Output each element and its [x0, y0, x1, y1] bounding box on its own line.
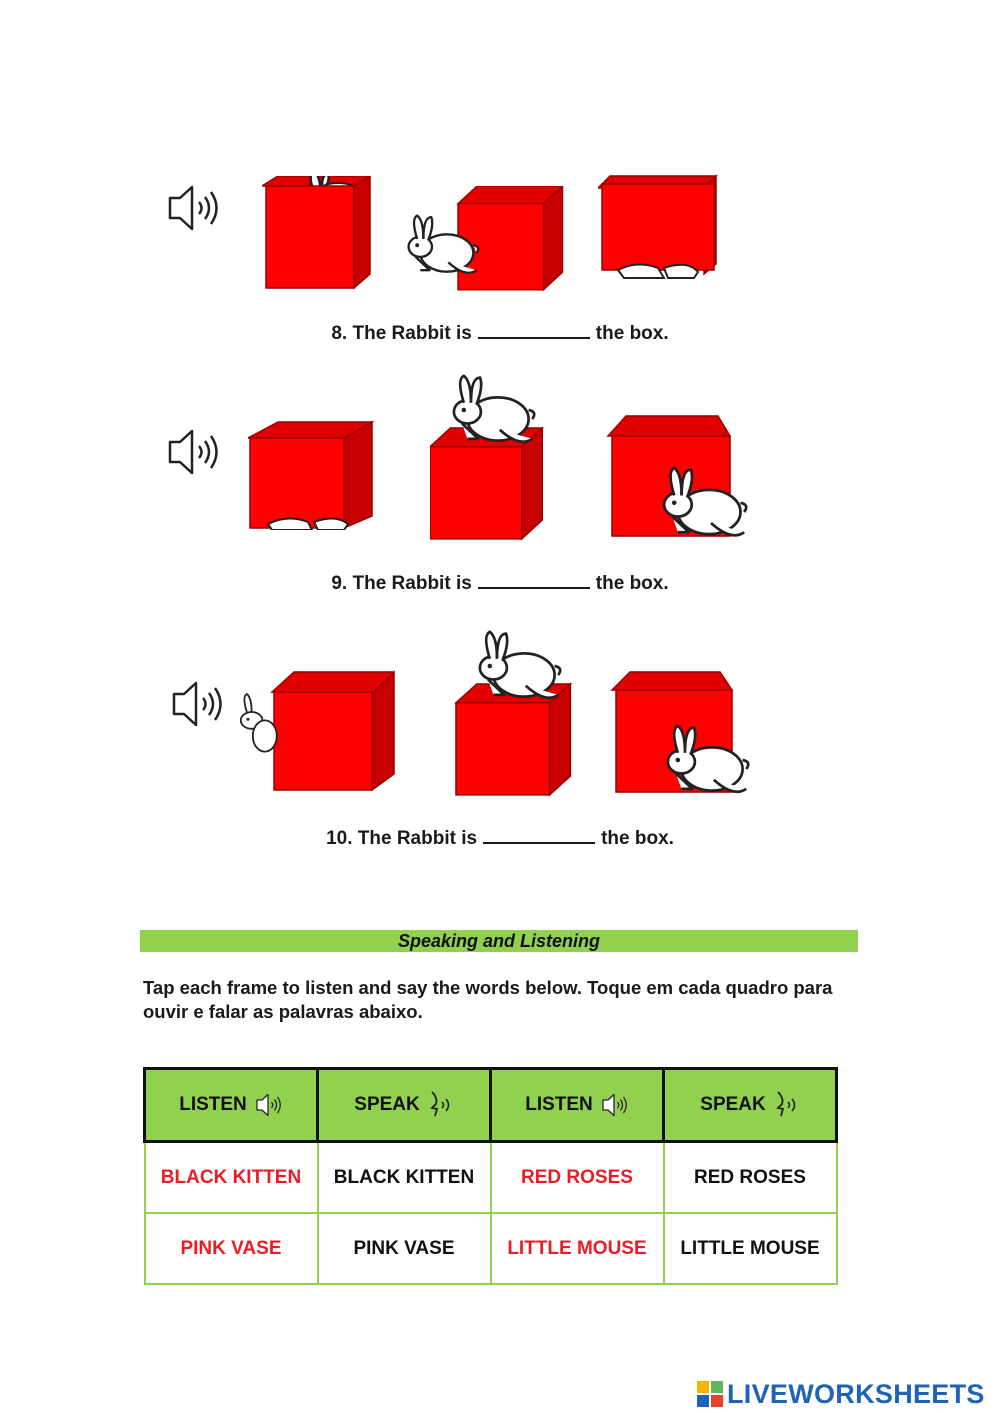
audio-speaker-icon-q9[interactable]: [166, 426, 222, 478]
rabbit-under-box-image: [598, 174, 724, 280]
rabbit-under-box-image: [248, 420, 378, 530]
listen-word-cell[interactable]: PINK VASE: [145, 1213, 318, 1284]
question-9: 9. The Rabbit is the box.: [331, 573, 669, 594]
listen-word-cell[interactable]: RED ROSES: [491, 1142, 664, 1214]
speaking-head-icon: [774, 1090, 800, 1120]
rabbit-in-front-of-box-image: [606, 414, 756, 548]
listen-header-1[interactable]: LISTEN: [145, 1069, 318, 1142]
question-10: 10. The Rabbit is the box.: [326, 828, 674, 849]
listen-header-2[interactable]: LISTEN: [491, 1069, 664, 1142]
question-8: 8. The Rabbit is the box.: [331, 323, 669, 344]
table-row: [145, 1142, 837, 1214]
answer-blank-10[interactable]: [483, 828, 595, 844]
rabbit-in-front-of-box-image: [610, 670, 756, 804]
audio-speaker-icon-q10[interactable]: [170, 678, 226, 730]
answer-blank-8[interactable]: [478, 323, 590, 339]
rabbit-in-box-image: [262, 176, 382, 292]
rabbit-behind-box-image: [398, 186, 568, 292]
speaking-head-icon: [428, 1090, 454, 1120]
speak-word-cell[interactable]: BLACK KITTEN: [318, 1142, 491, 1214]
speak-header-1[interactable]: SPEAK: [318, 1069, 491, 1142]
speaker-icon: [601, 1092, 629, 1118]
words-table: [143, 1067, 838, 1285]
listen-word-cell[interactable]: BLACK KITTEN: [145, 1142, 318, 1214]
section-title: Speaking and Listening: [140, 930, 858, 952]
speak-word-cell[interactable]: LITTLE MOUSE: [664, 1213, 837, 1284]
speak-word-cell[interactable]: PINK VASE: [318, 1213, 491, 1284]
table-row: [145, 1213, 837, 1284]
liveworksheets-logo-icon: [697, 1381, 723, 1407]
rabbit-on-box-image: [430, 374, 550, 542]
table-header-row: [145, 1069, 837, 1142]
brand-name: LIVEWORKSHEETS: [727, 1378, 985, 1409]
instructions-text: Tap each frame to listen and say the words below. Toque em cada quadro para ouvir e falar as palavras abaixo.: [143, 977, 833, 1022]
listen-word-cell[interactable]: LITTLE MOUSE: [491, 1213, 664, 1284]
speaker-icon: [255, 1092, 283, 1118]
liveworksheets-logo: [697, 1378, 985, 1410]
audio-speaker-icon-q8[interactable]: [166, 182, 222, 234]
speak-header-2[interactable]: SPEAK: [664, 1069, 837, 1142]
rabbit-on-box-image: [454, 630, 574, 800]
speak-word-cell[interactable]: RED ROSES: [664, 1142, 837, 1214]
answer-blank-9[interactable]: [478, 573, 590, 589]
rabbit-next-to-box-image: [234, 670, 400, 794]
